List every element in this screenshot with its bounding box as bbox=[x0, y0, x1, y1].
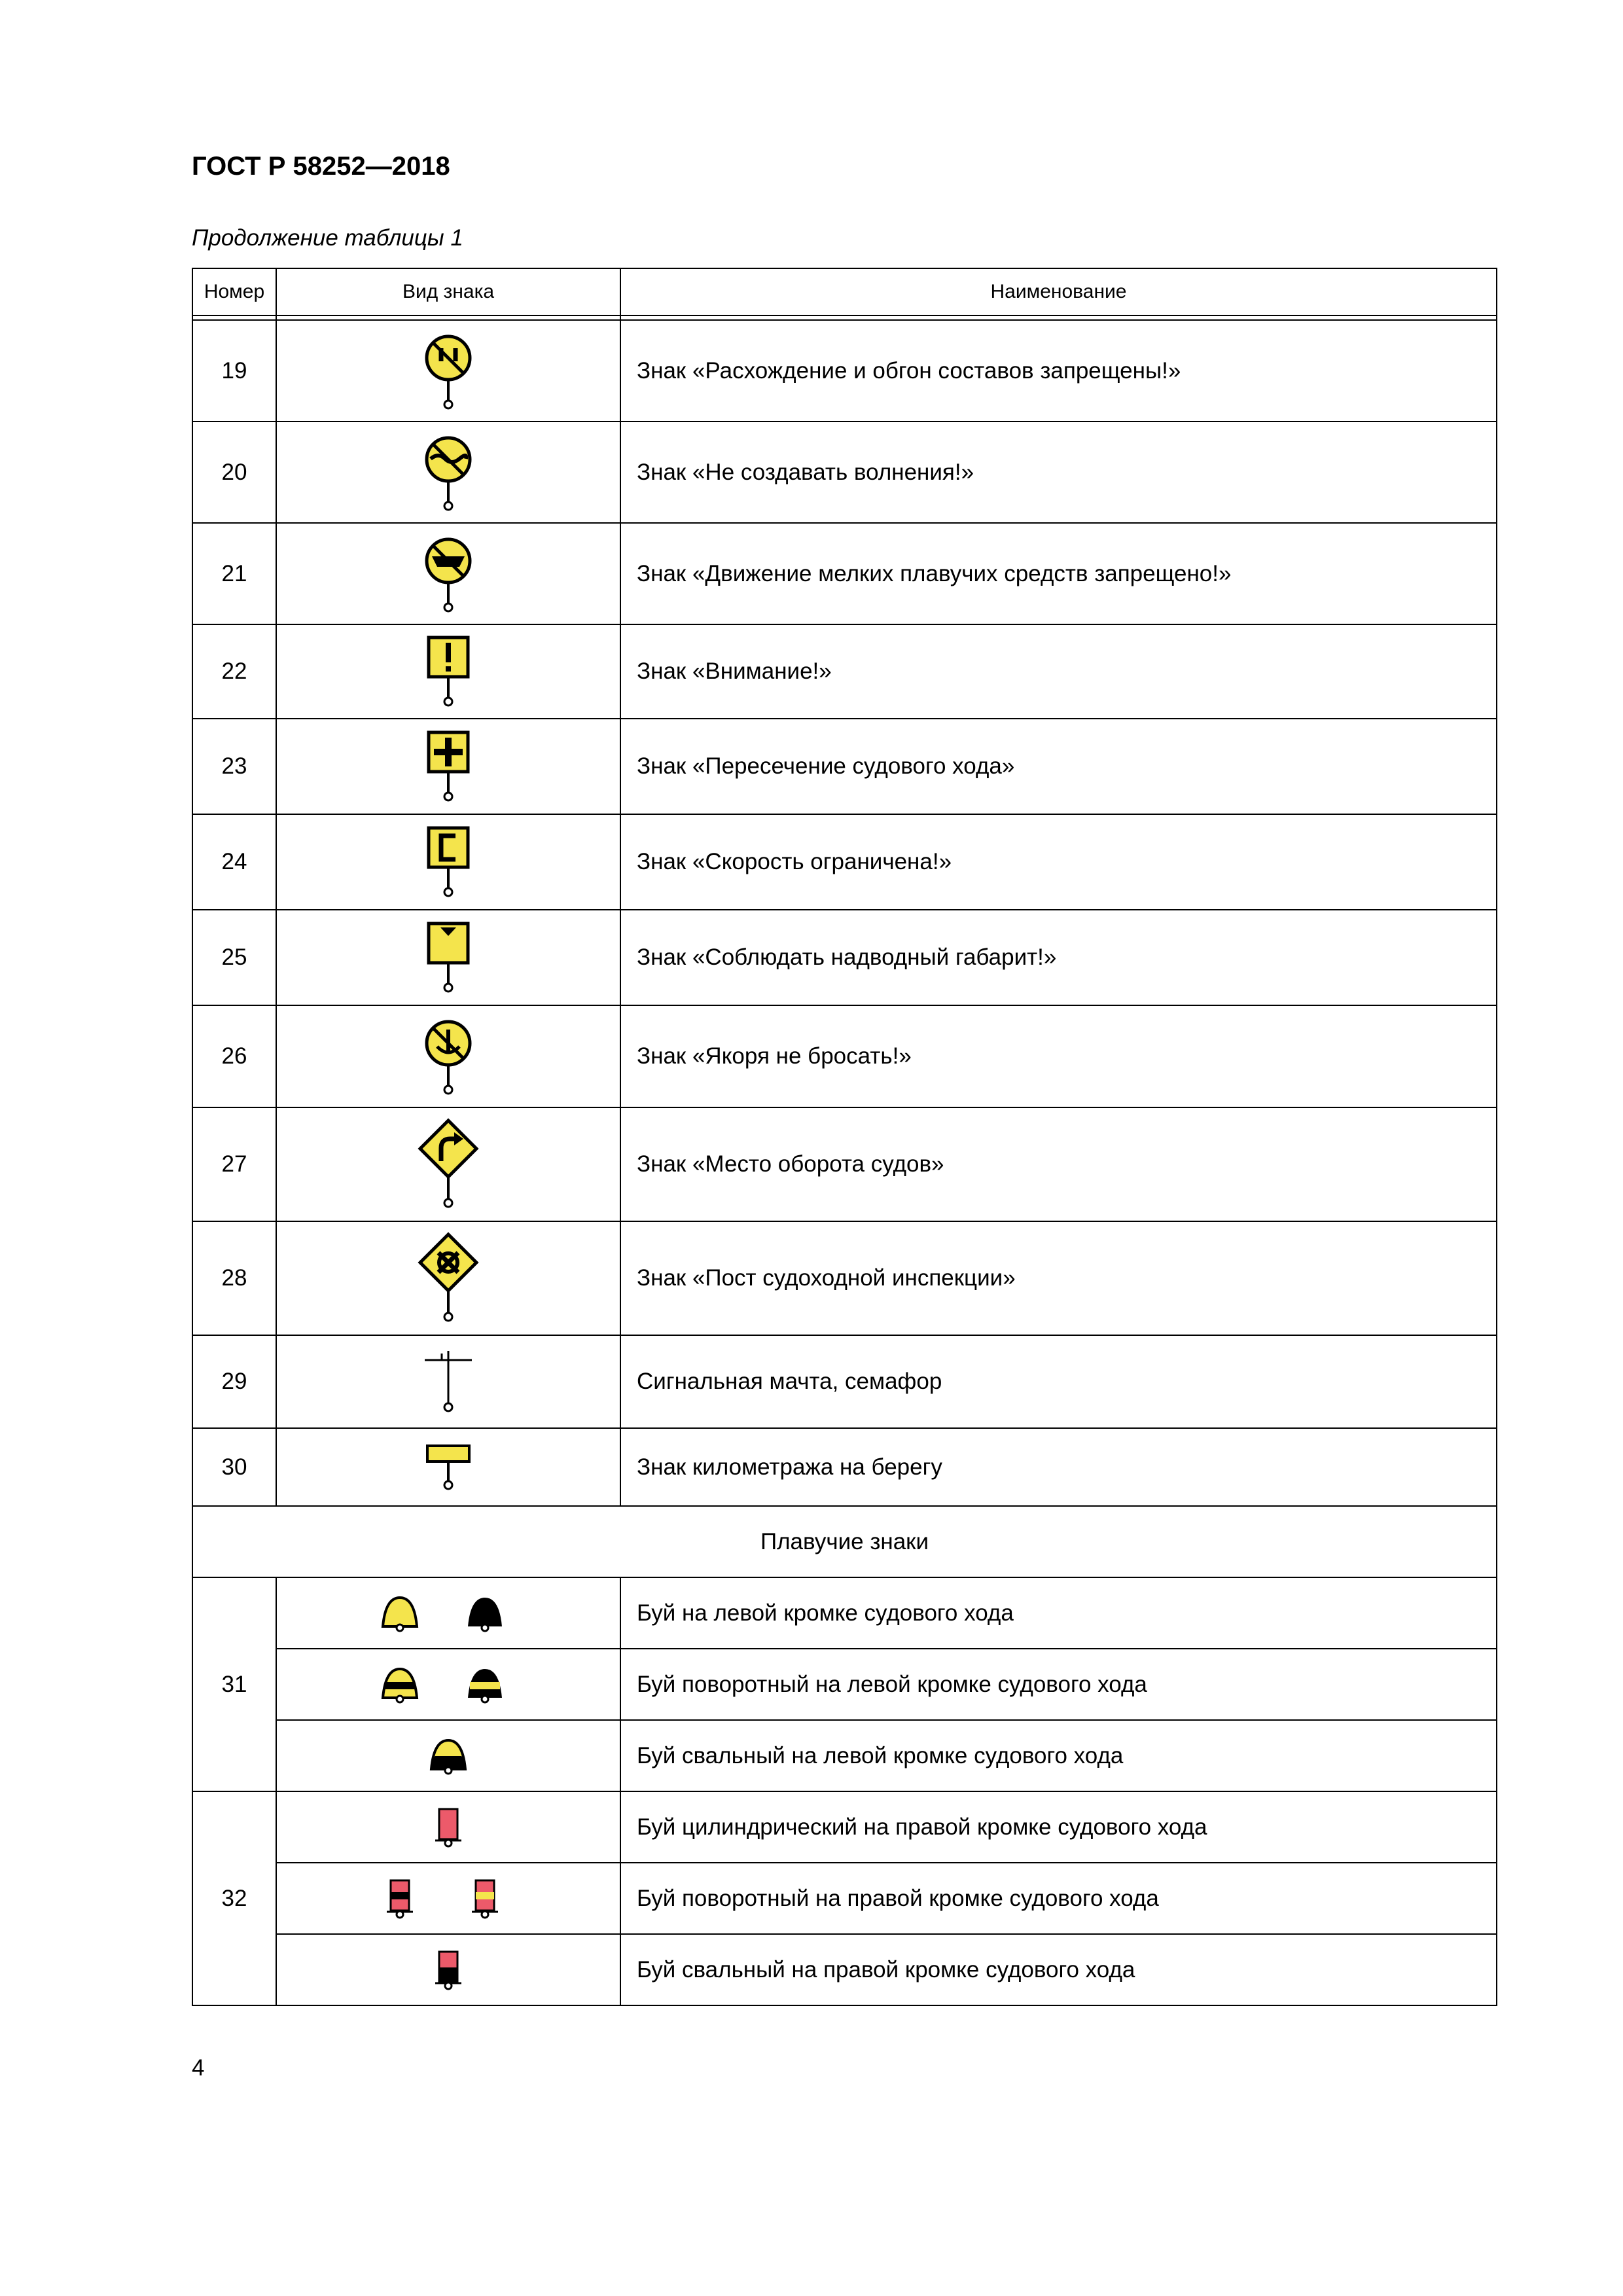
left-drift-buoy-icon bbox=[409, 1730, 488, 1782]
row-number: 19 bbox=[192, 320, 276, 422]
document-header: ГОСТ Р 58252—2018 bbox=[192, 152, 450, 181]
table-row bbox=[192, 1577, 1497, 1649]
row-name: Буй свальный на правой кромке судового хода bbox=[620, 1934, 1497, 2005]
row-name: Знак «Расхождение и обгон составов запрещены!» bbox=[620, 320, 1497, 422]
table-row bbox=[192, 1863, 1497, 1934]
speed-limit-sign-icon bbox=[419, 823, 478, 901]
row-name: Знак «Место оборота судов» bbox=[620, 1107, 1497, 1221]
right-turning-buoy-icon bbox=[370, 1873, 527, 1925]
row-number: 21 bbox=[192, 523, 276, 624]
row-name: Знак «Не создавать волнения!» bbox=[620, 422, 1497, 523]
row-number: 24 bbox=[192, 814, 276, 910]
row-name: Буй на левой кромке судового хода bbox=[620, 1577, 1497, 1649]
clearance-sign-icon bbox=[419, 918, 478, 997]
table-row bbox=[192, 1335, 1497, 1428]
row-number: 29 bbox=[192, 1335, 276, 1428]
left-turning-buoy-icon bbox=[370, 1659, 527, 1711]
turning-place-sign-icon bbox=[412, 1115, 484, 1213]
row-name: Буй цилиндрический на правой кромке судового хода bbox=[620, 1791, 1497, 1863]
no-overtaking-sign-icon bbox=[419, 329, 478, 414]
right-cylinder-buoy-icon bbox=[409, 1801, 488, 1854]
table-row bbox=[192, 1428, 1497, 1506]
inspection-post-sign-icon bbox=[412, 1229, 484, 1327]
row-number: 20 bbox=[192, 422, 276, 523]
right-drift-buoy-icon bbox=[409, 1944, 488, 1996]
page-number: 4 bbox=[192, 2055, 205, 2081]
column-header-sign: Вид знака bbox=[276, 268, 620, 315]
column-header-number: Номер bbox=[192, 268, 276, 315]
row-number: 23 bbox=[192, 719, 276, 814]
signs-table bbox=[192, 268, 1497, 2006]
fairway-crossing-sign-icon bbox=[419, 727, 478, 806]
table-header-row bbox=[192, 268, 1497, 315]
row-number: 25 bbox=[192, 910, 276, 1005]
row-name: Буй поворотный на правой кромке судового хода bbox=[620, 1863, 1497, 1934]
no-waves-sign-icon bbox=[419, 430, 478, 515]
row-name: Знак «Пересечение судового хода» bbox=[620, 719, 1497, 814]
row-number: 31 bbox=[192, 1577, 276, 1791]
row-name: Знак «Движение мелких плавучих средств запрещено!» bbox=[620, 523, 1497, 624]
no-small-craft-sign-icon bbox=[419, 531, 478, 617]
no-anchoring-sign-icon bbox=[419, 1014, 478, 1099]
row-name: Знак «Пост судоходной инспекции» bbox=[620, 1221, 1497, 1335]
row-number: 26 bbox=[192, 1005, 276, 1107]
section-title: Плавучие знаки bbox=[192, 1506, 1497, 1577]
row-name: Сигнальная мачта, семафор bbox=[620, 1335, 1497, 1428]
column-header-name: Наименование bbox=[620, 268, 1497, 315]
row-name: Знак «Якоря не бросать!» bbox=[620, 1005, 1497, 1107]
table-row bbox=[192, 523, 1497, 624]
table-row bbox=[192, 910, 1497, 1005]
row-name: Буй поворотный на левой кромке судового хода bbox=[620, 1649, 1497, 1720]
table-row bbox=[192, 1934, 1497, 2005]
table-row bbox=[192, 422, 1497, 523]
row-number: 28 bbox=[192, 1221, 276, 1335]
table-row bbox=[192, 1005, 1497, 1107]
table-row bbox=[192, 814, 1497, 910]
row-number: 27 bbox=[192, 1107, 276, 1221]
section-row bbox=[192, 1506, 1497, 1577]
row-number: 22 bbox=[192, 624, 276, 719]
row-name: Знак километража на берегу bbox=[620, 1428, 1497, 1506]
table-row bbox=[192, 1791, 1497, 1863]
row-name: Знак «Внимание!» bbox=[620, 624, 1497, 719]
row-number: 30 bbox=[192, 1428, 276, 1506]
row-name: Буй свальный на левой кромке судового хода bbox=[620, 1720, 1497, 1791]
table-row bbox=[192, 1720, 1497, 1791]
row-number: 32 bbox=[192, 1791, 276, 2005]
table-row bbox=[192, 624, 1497, 719]
table-row bbox=[192, 719, 1497, 814]
table-row bbox=[192, 320, 1497, 422]
row-name: Знак «Соблюдать надводный габарит!» bbox=[620, 910, 1497, 1005]
table-row bbox=[192, 1649, 1497, 1720]
header-gap bbox=[192, 315, 1497, 320]
left-buoy-icon bbox=[370, 1587, 527, 1640]
kilometer-sign-icon bbox=[416, 1438, 481, 1497]
signal-mast-icon bbox=[416, 1346, 481, 1418]
attention-sign-icon bbox=[419, 632, 478, 711]
table-row bbox=[192, 1221, 1497, 1335]
table-caption: Продолжение таблицы 1 bbox=[192, 225, 463, 251]
table-row bbox=[192, 1107, 1497, 1221]
row-name: Знак «Скорость ограничена!» bbox=[620, 814, 1497, 910]
